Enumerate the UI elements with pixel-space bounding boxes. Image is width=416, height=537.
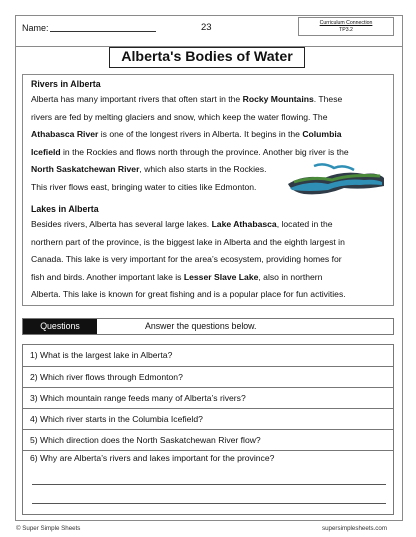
question-3[interactable]: 3) Which mountain range feeds many of Alberta’s rivers?	[23, 387, 393, 408]
rivers-line-6: This river flows east, bringing water to cities like Edmonton.	[31, 181, 257, 192]
rivers-line-1: Alberta has many important rivers that often start in the Rocky Mountains. These	[31, 94, 343, 104]
questions-table	[22, 344, 394, 515]
lakes-line-4: fish and birds. Another important lake is Lesser Slave Lake, also in northern	[31, 271, 323, 282]
curriculum-code: TP3.2	[339, 27, 353, 33]
curriculum-connection-box	[298, 17, 394, 36]
lakes-line-5: Alberta. This lake is known for great fishing and is a popular place for fun activities.	[31, 289, 346, 299]
questions-header	[22, 318, 394, 335]
footer-copyright: © Super Simple Sheets	[16, 525, 81, 532]
question-5[interactable]: 5) Which direction does the North Saskatchewan River flow?	[23, 429, 393, 450]
curriculum-title: Curriculum Connection	[319, 20, 373, 26]
lakes-line-3: Canada. This lake is very important for the area’s ecosystem, providing homes for	[31, 254, 342, 264]
footer-website[interactable]: supersimplesheets.com	[322, 525, 387, 532]
question-4[interactable]: 4) Which river starts in the Columbia Icefield?	[23, 408, 393, 429]
lakes-line-1: Besides rivers, Alberta has several large lakes. Lake Athabasca, located in the	[31, 219, 333, 229]
answer-line-2[interactable]	[32, 503, 386, 504]
name-label: Name:	[22, 23, 49, 33]
questions-tab: Questions	[23, 319, 97, 334]
rivers-heading: Rivers in Alberta	[31, 79, 101, 89]
questions-instruction: Answer the questions below.	[145, 321, 257, 331]
page-title: Alberta's Bodies of Water	[109, 47, 305, 68]
river-landscape-icon	[284, 160, 388, 200]
lakes-line-2: northern part of the province, is the biggest lake in Alberta and the eighth largest in	[31, 236, 345, 247]
lakes-heading: Lakes in Alberta	[31, 204, 99, 214]
question-2[interactable]: 2) Which river flows through Edmonton?	[23, 366, 393, 387]
name-field[interactable]	[50, 31, 156, 32]
rivers-line-5: North Saskatchewan River, which also starts in the Rockies.	[31, 164, 267, 174]
rivers-line-2: rivers are fed by melting glaciers and snow, which keep the water flowing. The	[31, 111, 328, 122]
question-1[interactable]: 1) What is the largest lake in Alberta?	[30, 350, 173, 360]
page-number: 23	[201, 22, 212, 33]
rivers-line-4: Icefield in the Rockies and flows north through the province. Another big river is the	[31, 146, 349, 157]
lakes-paragraph	[31, 216, 346, 304]
answer-line-1[interactable]	[32, 484, 386, 485]
rivers-line-3: Athabasca River is one of the longest rivers in Alberta. It begins in the Columbia	[31, 129, 342, 139]
question-6[interactable]: 6) Why are Alberta’s rivers and lakes important for the province?	[23, 450, 393, 514]
